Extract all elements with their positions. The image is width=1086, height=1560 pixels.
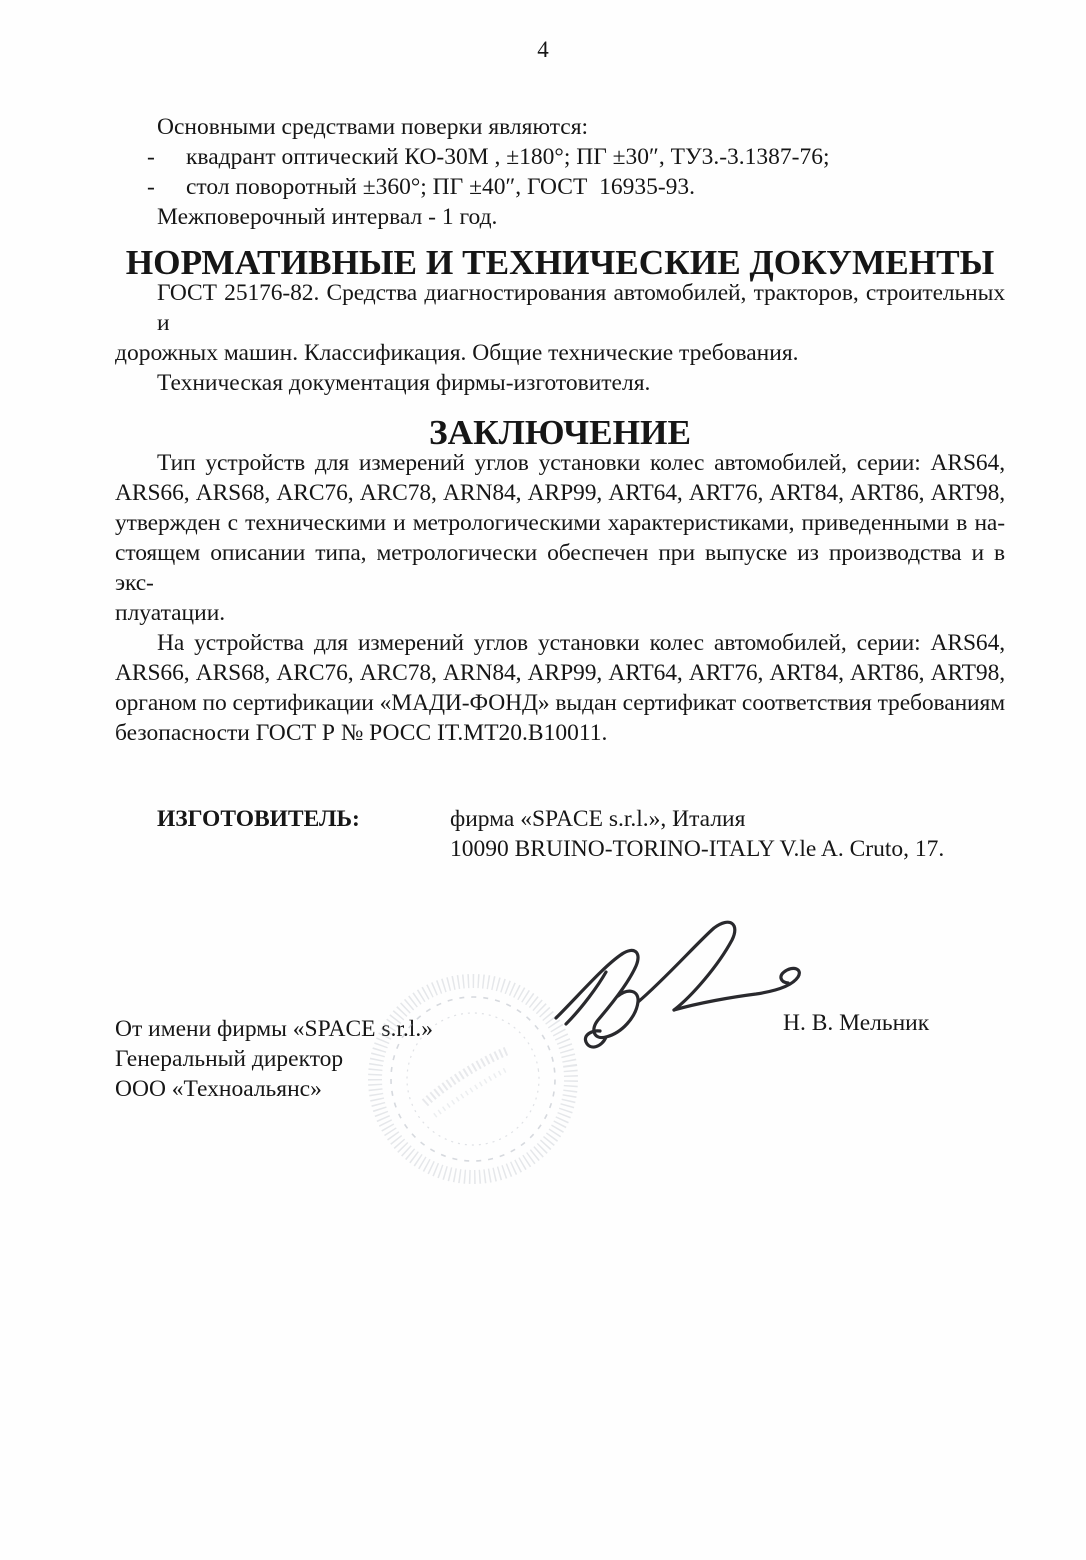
text-line: органом по сертификации «МАДИ-ФОНД» выдан сертификат соответствия требованиям (115, 690, 1005, 716)
list-dash: - (147, 174, 155, 200)
text-line: На устройства для измерений углов установки колес автомобилей, серии: ARS64, (157, 630, 1005, 656)
verification-interval: Межповерочный интервал - 1 год. (157, 204, 498, 230)
signoff-company-line: От имени фирмы «SPACE s.r.l.» (115, 1016, 433, 1042)
normative-heading: НОРМАТИВНЫЕ И ТЕХНИЧЕСКИЕ ДОКУМЕНТЫ (125, 243, 995, 282)
manufacturer-address: 10090 BRUINO-TORINO-ITALY V.le A. Cruto, 17. (450, 836, 945, 862)
text-line: ARS66, ARS68, ARC76, ARC78, ARN84, ARP99, ART64, ART76, ART84, ART86, ART98, (115, 480, 1005, 506)
manufacturer-label: ИЗГОТОВИТЕЛЬ: (157, 806, 360, 832)
text-line: безопасности ГОСТ Р № РОСС IT.МТ20.В10011. (115, 720, 608, 746)
text-line: дорожных машин. Классификация. Общие технические требования. (115, 340, 799, 366)
list-dash: - (147, 144, 155, 170)
manufacturer-name: фирма «SPACE s.r.l.», Италия (450, 806, 746, 832)
page-number: 4 (537, 37, 549, 62)
list-item-text: квадрант оптический КО-30М , ±180°; ПГ ±30″, ТУ3.-3.1387-76; (186, 144, 830, 170)
text-line: Техническая документация фирмы-изготовителя. (157, 370, 651, 396)
manufacturer-row (115, 804, 1005, 864)
text-line: плуатации. (115, 600, 226, 626)
verification-intro: Основными средствами поверки являются: (157, 114, 589, 140)
list-item (115, 142, 1005, 172)
list-item (115, 172, 1005, 202)
list-item-text: стол поворотный ±360°; ПГ ±40″, ГОСТ 16935-93. (186, 174, 696, 200)
text-line: ГОСТ 25176-82. Средства диагностирования автомобилей, тракторов, строительных и (157, 280, 1005, 336)
manufacturer-details (450, 804, 944, 864)
text-line: Тип устройств для измерений углов установки колес автомобилей, серии: ARS64, (157, 450, 1005, 476)
signoff-title-line: Генеральный директор (115, 1046, 344, 1072)
text-line: ARS66, ARS68, ARC76, ARC78, ARN84, ARP99, ART64, ART76, ART84, ART86, ART98, (115, 660, 1005, 686)
text-line: стоящем описании типа, метрологически обеспечен при выпуске из производства и в экс- (115, 540, 1005, 596)
signoff-org-line: ООО «Техноальянс» (115, 1076, 322, 1102)
text-line: утвержден с техническими и метрологическими характеристиками, приведенными в на- (115, 510, 1005, 536)
conclusion-heading: ЗАКЛЮЧЕНИЕ (429, 413, 691, 452)
signer-name: Н. В. Мельник (783, 1010, 930, 1036)
